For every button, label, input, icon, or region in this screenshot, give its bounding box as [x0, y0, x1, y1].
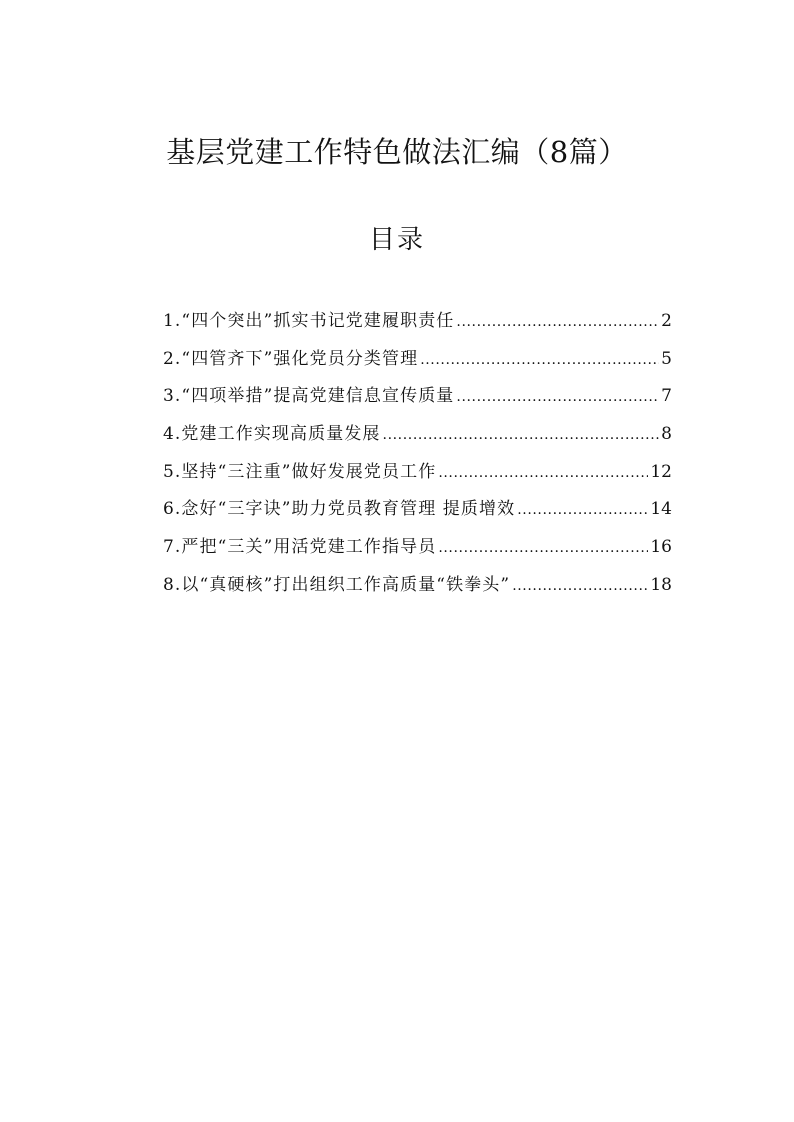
dot-leader: [456, 314, 659, 330]
toc-entry-label: 7.严把“三关”用活党建工作指导员: [163, 537, 437, 558]
toc-entry-label: 4.党建工作实现高质量发展: [163, 424, 381, 445]
toc-page-number: 7: [661, 386, 672, 407]
toc-entry-label: 6.念好“三字诀”助力党员教育管理 提质增效: [163, 499, 516, 520]
toc-entry-3[interactable]: [163, 381, 672, 419]
toc-entry-8[interactable]: [163, 570, 672, 608]
toc-entry-1[interactable]: [163, 306, 672, 344]
toc-page-number: 8: [661, 424, 672, 445]
toc-page-number: 5: [661, 348, 672, 369]
toc-page-number: 14: [650, 499, 672, 520]
dot-leader: [383, 427, 660, 443]
toc-entry-6[interactable]: [163, 494, 672, 532]
toc-entry-7[interactable]: [163, 532, 672, 570]
toc-entry-2[interactable]: [163, 344, 672, 382]
toc-page-number: 12: [650, 461, 672, 482]
toc-entry-5[interactable]: [163, 457, 672, 495]
dot-leader: [456, 389, 659, 405]
toc-page-number: 18: [650, 574, 672, 595]
dot-leader: [420, 352, 659, 368]
dot-leader: [517, 502, 648, 518]
toc-entry-label: 1.“四个突出”抓实书记党建履职责任: [163, 311, 455, 331]
dot-leader: [438, 540, 648, 556]
toc-page-number: 16: [650, 537, 672, 558]
toc-heading: 目录: [368, 225, 425, 255]
dot-leader: [512, 578, 648, 594]
dot-leader: [438, 465, 648, 481]
toc-entry-label: 3.“四项举措”提高党建信息宣传质量: [163, 386, 455, 407]
document-title: 基层党建工作特色做法汇编（8篇）: [166, 135, 628, 169]
toc-entry-label: 2.“四管齐下”强化党员分类管理: [163, 348, 419, 369]
toc-entry-label: 8.以“真硬核”打出组织工作高质量“铁拳头”: [163, 574, 511, 595]
table-of-contents: [163, 306, 672, 608]
toc-entry-label: 5.坚持“三注重”做好发展党员工作: [163, 461, 437, 482]
toc-entry-4[interactable]: [163, 419, 672, 457]
toc-page-number: 2: [661, 311, 672, 331]
